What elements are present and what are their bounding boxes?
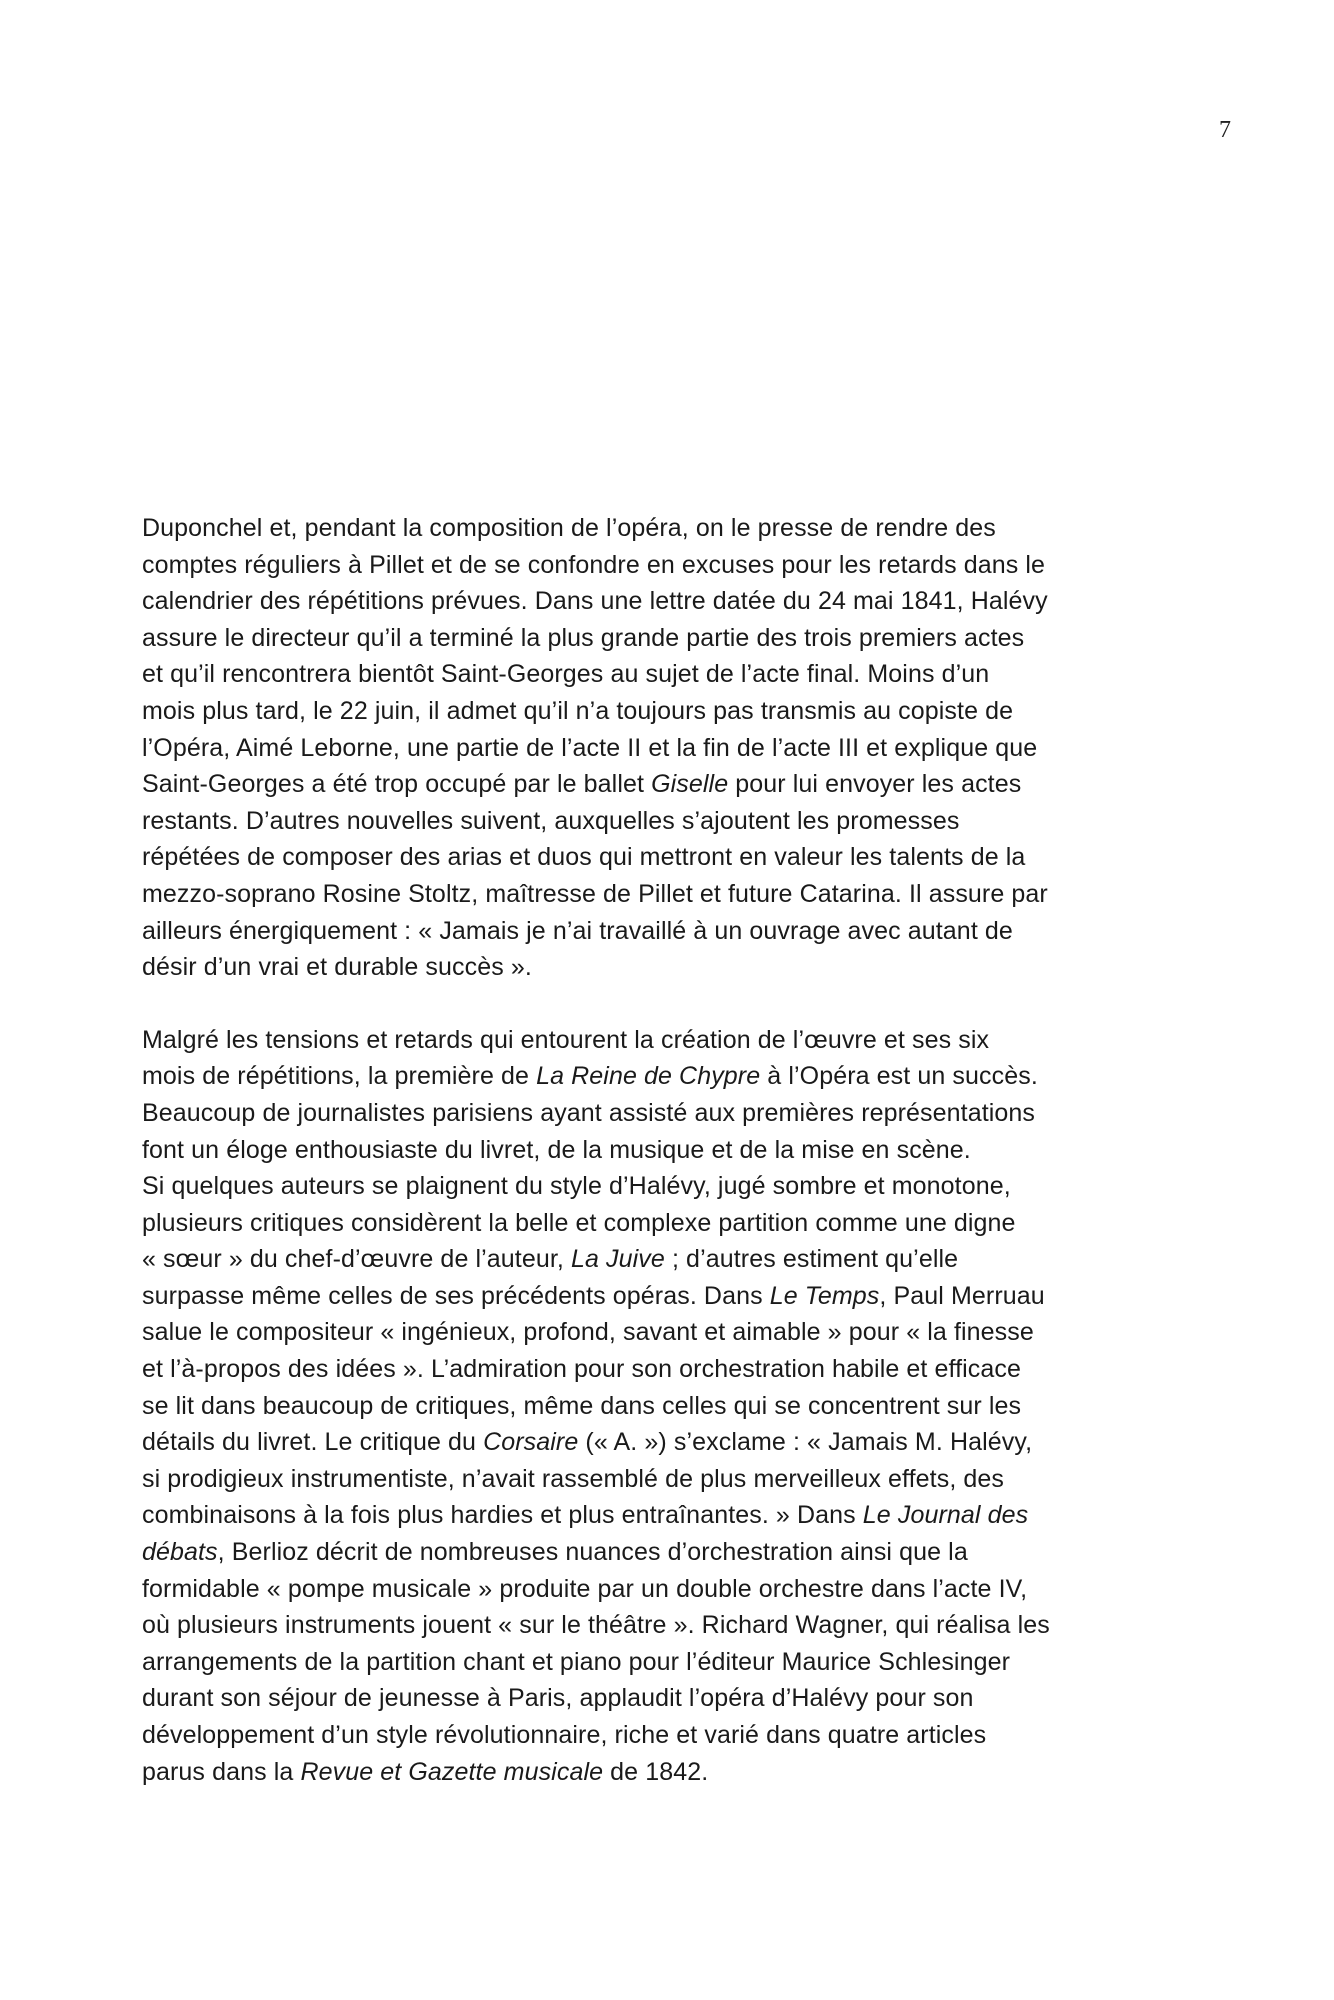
italic-title: Revue et Gazette musicale: [300, 1757, 604, 1786]
text-line: [142, 1132, 1192, 1169]
text-run: détails du livret. Le critique du: [142, 1428, 484, 1457]
text-line: [142, 1095, 1192, 1132]
text-run: (« A. ») s’exclame : « Jamais M. Halévy,: [578, 1428, 1033, 1457]
text-line: [142, 949, 1192, 986]
text-line: [142, 1644, 1192, 1681]
text-line: [142, 510, 1192, 547]
text-run: à l’Opéra est un succès.: [760, 1062, 1038, 1091]
text-run: de 1842.: [603, 1757, 709, 1786]
text-run: répétées de composer des arias et duos qui mettront en valeur les talents de la: [142, 843, 1026, 872]
text-run: calendrier des répétitions prévues. Dans une lettre datée du 24 mai 1841, Halévy: [142, 587, 1048, 616]
text-run: l’Opéra, Aimé Leborne, une partie de l’acte II et la fin de l’acte III et explique que: [142, 733, 1038, 762]
text-run: « sœur » du chef-d’œuvre de l’auteur,: [142, 1245, 571, 1274]
body-text: [142, 510, 1192, 1790]
text-run: se lit dans beaucoup de critiques, même dans celles qui se concentrent sur les: [142, 1391, 1022, 1420]
text-run: assure le directeur qu’il a terminé la plus grande partie des trois premiers actes: [142, 623, 1025, 652]
italic-title: Le Temps: [769, 1281, 880, 1310]
text-line: [142, 1058, 1192, 1095]
text-run: Si quelques auteurs se plaignent du style d’Halévy, jugé sombre et monotone,: [142, 1172, 1011, 1201]
text-line: [142, 803, 1192, 840]
text-line: [142, 1168, 1192, 1205]
text-line: [142, 1680, 1192, 1717]
text-run: Saint-Georges a été trop occupé par le ballet: [142, 770, 652, 799]
text-run: restants. D’autres nouvelles suivent, auxquelles s’ajoutent les promesses: [142, 806, 960, 835]
text-run: salue le compositeur « ingénieux, profond, savant et aimable » pour « la finesse: [142, 1318, 1034, 1347]
text-run: comptes réguliers à Pillet et de se confondre en excuses pour les retards dans le: [142, 550, 1046, 579]
text-run: mois de répétitions, la première de: [142, 1062, 537, 1091]
text-run: font un éloge enthousiaste du livret, de la musique et de la mise en scène.: [142, 1135, 971, 1164]
italic-title: La Juive: [571, 1245, 665, 1274]
text-line: [142, 839, 1192, 876]
italic-title: Le Journal des: [862, 1501, 1029, 1530]
text-line: [142, 1571, 1192, 1608]
text-run: ailleurs énergiquement : « Jamais je n’ai travaillé à un ouvrage avec autant de: [142, 916, 1013, 945]
text-run: si prodigieux instrumentiste, n’avait rassemblé de plus merveilleux effets, des: [142, 1464, 1005, 1493]
text-run: où plusieurs instruments jouent « sur le théâtre ». Richard Wagner, qui réalisa les: [142, 1611, 1050, 1640]
text-run: parus dans la: [142, 1757, 301, 1786]
text-run: combinaisons à la fois plus hardies et plus entraînantes. » Dans: [142, 1501, 863, 1530]
text-run: durant son séjour de jeunesse à Paris, applaudit l’opéra d’Halévy pour son: [142, 1684, 974, 1713]
text-run: et l’à-propos des idées ». L’admiration pour son orchestration habile et efficace: [142, 1355, 1021, 1384]
text-line: [142, 766, 1192, 803]
text-run: pour lui envoyer les actes: [728, 770, 1022, 799]
text-line: [142, 1388, 1192, 1425]
text-line: [142, 693, 1192, 730]
text-line: [142, 1205, 1192, 1242]
text-run: , Paul Merruau: [879, 1281, 1045, 1310]
text-run: surpasse même celles de ses précédents opéras. Dans: [142, 1281, 770, 1310]
paragraph: [142, 1022, 1192, 1790]
italic-title: Corsaire: [483, 1428, 579, 1457]
italic-title: La Reine de Chypre: [536, 1062, 761, 1091]
text-run: désir d’un vrai et durable succès ».: [142, 953, 532, 982]
text-run: plusieurs critiques considèrent la belle et complexe partition comme une digne: [142, 1208, 1016, 1237]
text-run: mois plus tard, le 22 juin, il admet qu’il n’a toujours pas transmis au copiste de: [142, 696, 1014, 725]
text-line: [142, 1424, 1192, 1461]
text-line: [142, 1241, 1192, 1278]
text-line: [142, 1754, 1192, 1791]
text-line: [142, 1314, 1192, 1351]
text-run: développement d’un style révolutionnaire, riche et varié dans quatre articles: [142, 1721, 987, 1749]
text-line: [142, 1497, 1192, 1534]
text-line: [142, 1717, 1192, 1754]
text-run: Malgré les tensions et retards qui entourent la création de l’œuvre et ses six: [142, 1025, 990, 1054]
paragraph: [142, 510, 1192, 986]
text-line: [142, 730, 1192, 767]
text-line: [142, 1278, 1192, 1315]
text-line: [142, 656, 1192, 693]
text-line: [142, 913, 1192, 950]
text-run: , Berlioz décrit de nombreuses nuances d’orchestration ainsi que la: [217, 1538, 968, 1567]
page-number: 7: [1219, 117, 1231, 143]
text-line: [142, 1607, 1192, 1644]
text-run: Duponchel et, pendant la composition de l’opéra, on le presse de rendre des: [142, 514, 996, 542]
text-run: Beaucoup de journalistes parisiens ayant assisté aux premières représentations: [142, 1098, 1036, 1127]
text-line: [142, 1022, 1192, 1059]
text-run: formidable « pompe musicale » produite par un double orchestre dans l’acte IV,: [142, 1574, 1028, 1603]
text-line: [142, 1351, 1192, 1388]
text-line: [142, 876, 1192, 913]
text-line: [142, 547, 1192, 584]
italic-title: débats: [142, 1538, 218, 1567]
text-run: arrangements de la partition chant et piano pour l’éditeur Maurice Schlesinger: [142, 1647, 1011, 1676]
text-run: et qu’il rencontrera bientôt Saint-Georges au sujet de l’acte final. Moins d’un: [142, 660, 990, 689]
text-run: mezzo-soprano Rosine Stoltz, maîtresse de Pillet et future Catarina. Il assure par: [142, 879, 1048, 908]
text-line: [142, 583, 1192, 620]
text-run: ; d’autres estiment qu’elle: [664, 1245, 959, 1274]
text-line: [142, 1534, 1192, 1571]
text-line: [142, 1461, 1192, 1498]
italic-title: Giselle: [651, 770, 729, 799]
text-line: [142, 620, 1192, 657]
